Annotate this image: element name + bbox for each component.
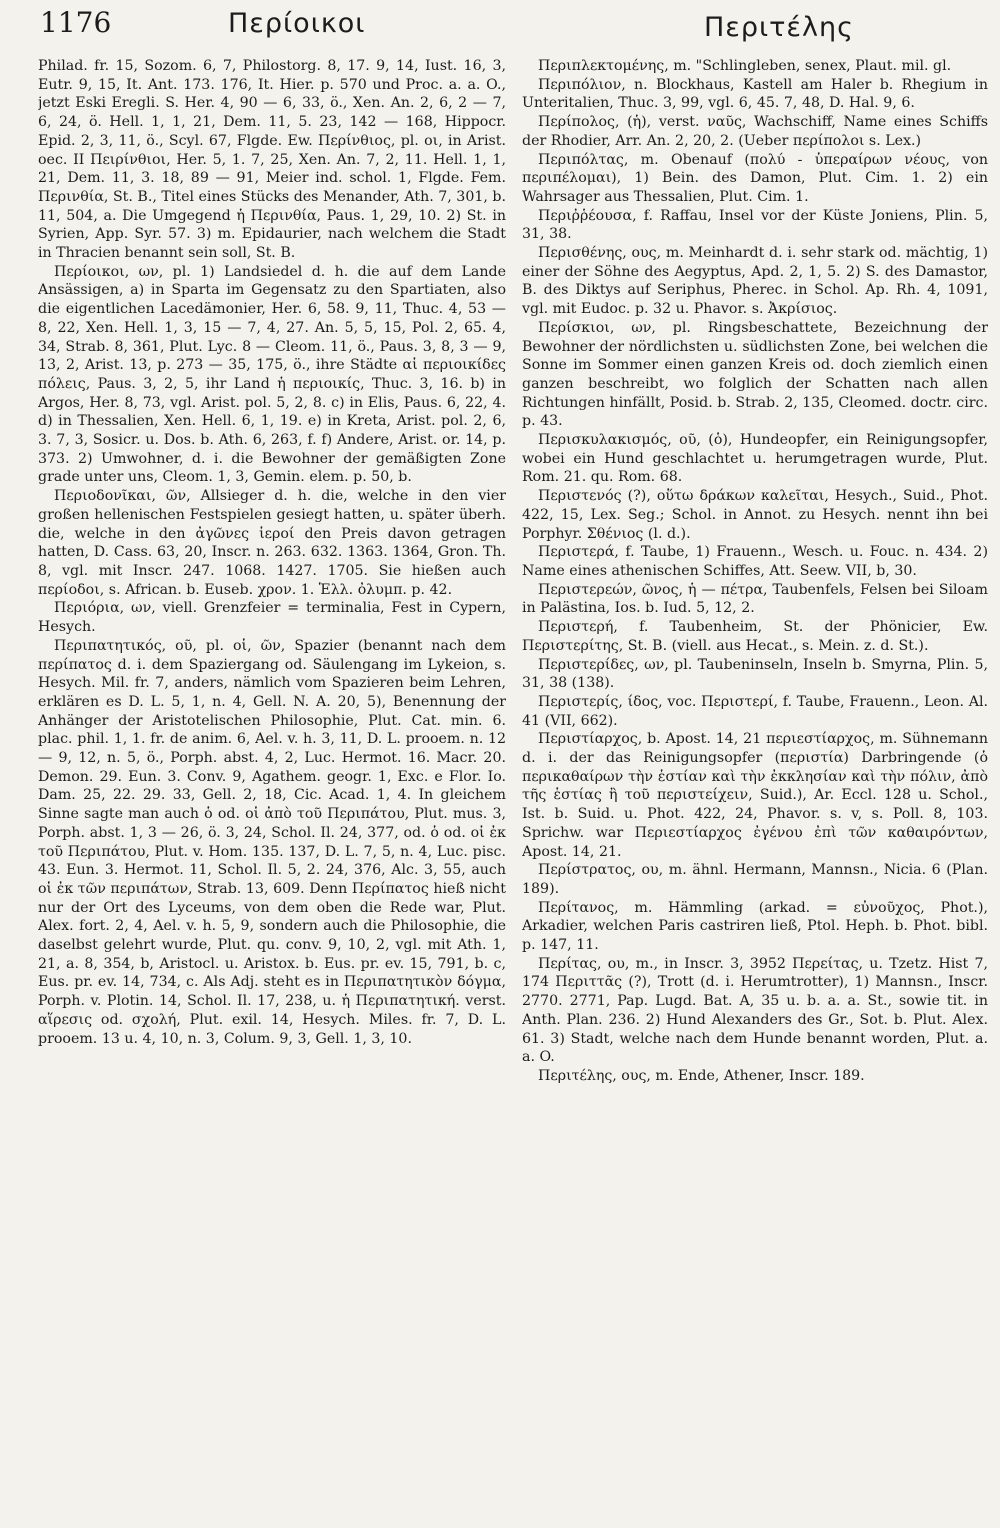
right-column: [522, 57, 988, 1207]
dictionary-entry: [522, 955, 988, 1067]
dictionary-entry: [522, 861, 988, 898]
dictionary-entry: [522, 431, 988, 487]
dictionary-entry: [522, 618, 988, 655]
entry-text: Περιστίαρχος, b. Apost. 14, 21 περιεστίαρχος, m. Sühnemann d. i. der das Reinigungsopfer (περιστία) Darbringende (ὁ περικαθαίρων τὴν ἑστίαν καὶ τὴν ἐκκλησίαν καὶ τὴν πόλιν, ἀπὸ τῆς ἑστίας ἢ τοῦ περιστείχειν, Suid.), Ar. Eccl. 128 u. Schol., Ist. b. Suid. u. Phot. 422, 24, Phavor. s. v, s. Poll. 8, 103. Sprichw. war Περιεστίαρχος ἐγένου ἐπὶ τῶν καθαιρόντων, Apost. 14, 21.: [522, 731, 988, 860]
dictionary-entry: [522, 656, 988, 693]
left-guideword: Περίοικοι: [228, 8, 366, 39]
entry-text: Περιστενός (?), οὕτω δράκων καλεῖται, Hesych., Suid., Phot. 422, 15, Lex. Seg.; Schol. in Annot. zu Hesych. nennt ihn bei Porphyr. Σθένιος (l. d.).: [522, 488, 988, 542]
entry-text: Περιστερά, f. Taube, 1) Frauenn., Wesch. u. Fouc. n. 434. 2) Name eines athenischen Schiffes, Att. Seew. VII, b, 30.: [522, 544, 988, 579]
page-number: 1176: [40, 6, 112, 39]
dictionary-entry: [522, 57, 988, 76]
entry-text: Περιπόλιον, n. Blockhaus, Kastell am Haler b. Rhegium in Unteritalien, Thuc. 3, 99, vgl. 6, 45. 7, 48, D. Hal. 9, 6.: [522, 76, 988, 112]
entry-text: Περιοδονῖκαι, ῶν, Allsieger d. h. die, welche in den vier großen hellenischen Festspielen gesiegt hatten, u. später überh. die, welche in den ἀγῶνες ἱεροί den Preis davon getragen hatten, D. Cass. 63, 20, Inscr. n. 263. 632. 1363. 1364, Gron. Th. 8, vgl. mit Inscr. 247. 1068. 1427. 1705. Sie hießen auch περίοδοι, s. African. b. Euseb. χρον. 1. Ἑλλ. ὀλυμπ. p. 42.: [38, 488, 506, 598]
dictionary-entry: [522, 1067, 988, 1086]
dictionary-entry: [522, 730, 988, 861]
entry-text: Περίοικοι, ων, pl. 1) Landsiedel d. h. die auf dem Lande Ansässigen, a) in Sparta im Gegensatz zu den Spartiaten, also die eigentlichen Lacedämonier, Her. 6, 58. 9, 11, Thuc. 4, 53 — 8, 22, Xen. Hell. 1, 3, 15 — 7, 4, 27. An. 5, 5, 15, Pol. 2, 65. 4, 34, Strab. 8, 361, Plut. Lyc. 8 — Cleom. 11, ö., Paus. 3, 8, 3 — 9, 13, 2, Arist. 13, p. 273 — 35, 175, ö., ihre Städte αἱ περιοικίδες πόλεις, Paus. 3, 2, 5, ihr Land ἡ περιοικίς, Thuc. 3, 16. b) in Argos, Her. 8, 73, vgl. Arist. pol. 5, 2, 8. c) in Elis, Paus. 6, 22, 4. d) in Thessalien, Xen. Hell. 6, 1, 19. e) in Kreta, Arist. pol. 2, 6, 3. 7, 3, Sosicr. u. Dos. b. Ath. 6, 263, f. f) Andere, Arist. or. 14, p. 373. 2) Umwohner, d. i. die Bewohner der gemäßigten Zone grade unter uns, Cleom. 1, 3, Gemin. elem. p. 50, b.: [38, 263, 506, 486]
entry-text: Περιστερίδες, ων, pl. Taubeninseln, Inseln b. Smyrna, Plin. 5, 31, 38 (138).: [522, 656, 988, 692]
dictionary-entry: [522, 319, 988, 431]
entry-text: Περίσκιοι, ων, pl. Ringsbeschattete, Bezeichnung der Bewohner der nördlichsten u. südlichsten Zone, bei welchen die Sonne im Sommer einen ganzen Kreis od. doch ziemlich einen ganzen beschreibt, wo folglich der Schatten nach allen Richtungen hinfällt, Posid. b. Strab. 2, 135, Cleomed. doctr. circ. p. 43.: [522, 319, 988, 430]
dictionary-entry: [522, 487, 988, 543]
dictionary-entry: [522, 581, 988, 618]
dictionary-entry: [522, 207, 988, 244]
dictionary-entry: [522, 113, 988, 150]
dictionary-entry-continuation: [38, 57, 506, 263]
right-guideword: Περιτέλης: [704, 12, 854, 43]
entry-text: Περιτέλης, ους, m. Ende, Athener, Inscr. 189.: [538, 1067, 865, 1084]
entry-text: Περιστερή, f. Taubenheim, St. der Phönicier, Ew. Περιστερίτης, St. B. (viell. aus Hecat., s. Mein. z. d. St.).: [522, 619, 988, 654]
entry-text: Περιῤῥέουσα, f. Raffau, Insel vor der Küste Joniens, Plin. 5, 31, 38.: [522, 207, 988, 243]
dictionary-entry: [522, 151, 988, 207]
dictionary-entry: [522, 76, 988, 113]
entry-text: Περιπλεκτομένης, m. "Schlingleben, senex, Plaut. mil. gl.: [538, 58, 952, 74]
dictionary-entry: [38, 487, 506, 599]
entry-text: Περιπατητικός, οῦ, pl. οἱ, ῶν, Spazier (benannt nach dem περίπατος d. i. dem Spaziergang od. Säulengang im Lykeion, s. Hesych. Mil. fr. 7, anders, nämlich vom Spazieren beim Lehren, erklären es D. L. 5, 1, n. 4, Gell. N. A. 20, 5), Benennung der Anhänger der Aristotelischen Philosophie, Plut. Cat. min. 6. plac. phil. 1, 1. fr. de anim. 6, Ael. v. h. 3, 11, D. L. prooem. n. 12 — 9, 12, n. 5, ö., Porph. abst. 4, 2, Luc. Hermot. 16. Macr. 20. Demon. 29. Eun. 3. Conv. 9, Agathem. geogr. 1, Exc. e Flor. Io. Dam. 25, 22. 29. 33, Gell. 2, 18, Cic. Acad. 1, 4. In gleichem Sinne sagte man auch ὁ od. οἱ ἀπὸ τοῦ Περιπάτου, Plut. mus. 3, Porph. abst. 1, 3 — 26, ö. 3, 24, Schol. Il. 24, 377, od. ὁ od. οἱ ἐκ τοῦ Περιπάτου, Plut. v. Hom. 135. 137, D. L. 7, 5, n. 4, Luc. pisc. 43. Eun. 3. Hermot. 11, Schol. Il. 5, 2. 24, 376, Alc. 3, 55, auch οἱ ἐκ τῶν περιπάτων, Strab. 13, 609. Denn Περίπατος hieß nicht nur der Ort des Lyceums, von dem oben die Rede war, Plut. Alex. fort. 2, 4, Ael. v. h. 5, 9, sondern auch die Philosophie, die daselbst gelehrt wurde, Plut. qu. conv. 9, 10, 2, vgl. mit Ath. 1, 21, a. 8, 354, b, Aristocl. u. Aristox. b. Eus. pr. ev. 15, 791, b. c, Eus. pr. ev. 14, 734, c. Als Adj. steht es in Περιπατητικὸν δόγμα, Porph. v. Plotin. 14, Schol. Il. 17, 238, u. ἡ Περιπατητική. verst. αἵρεσις od. σχολή, Plut. exil. 14, Hesych. Miles. fr. 7, D. L. prooem. 13 u. 4, 10, n. 3, Colum. 9, 3, Gell. 1, 3, 10.: [38, 637, 506, 1047]
entry-text: Περιόρια, ων, viell. Grenzfeier = terminalia, Fest in Cypern, Hesych.: [38, 600, 506, 636]
left-column: [38, 57, 506, 1497]
entry-text: Περιστερεών, ῶνος, ἡ — πέτρα, Taubenfels, Felsen bei Siloam in Palästina, Ios. b. Iud. 5, 12, 2.: [522, 581, 988, 617]
entry-text: Περίστρατος, ου, m. ähnl. Hermann, Mannsn., Nicia. 6 (Plan. 189).: [522, 862, 988, 897]
entry-text: Περισκυλακισμός, οῦ, (ὁ), Hundeopfer, ein Reinigungsopfer, wobei ein Hund geschlachtet u. herumgetragen wurde, Plut. Rom. 21. qu. Rom. 68.: [522, 432, 988, 486]
entry-text: Περιπόλτας, m. Obenauf (πολύ - ὑπεραίρων νέους, von περιπέλομαι), 1) Bein. des Damon, Plut. Cim. 1. 2) ein Wahrsager aus Thessalien, Plut. Cim. 1.: [522, 151, 988, 205]
entry-text: Περίπολος, (ἡ), verst. ναῦς, Wachschiff, Name eines Schiffs der Rhodier, Arr. An. 2, 20, 2. (Ueber περίπολοι s. Lex.): [522, 114, 988, 149]
dictionary-entry: [522, 899, 988, 955]
dictionary-entry: [522, 693, 988, 730]
entry-text: Philad. fr. 15, Sozom. 6, 7, Philostorg. 8, 17. 9, 14, Iust. 16, 3, Eutr. 9, 15, It. Ant. 173. 176, It. Hier. p. 570 und Proc. a. a. O., jetzt Eski Eregli. S. Her. 4, 90 — 6, 33, ö., Xen. An. 2, 6, 2 — 7, 6, 24, ö. Hell. 1, 1, 21, Dem. 11, 5. 23, 142 — 168, Hippocr. Epid. 2, 3, 11, ö., Scyl. 67, Flgde. Ew. Περίνθιος, pl. οι, in Arist. oec. II Πειρίνθιοι, Her. 5, 1. 7, 25, Xen. An. 7, 2, 11. Hell. 1, 1, 21, Dem. 11, 3. 18, 89 — 91, Meier ind. schol. 1, Flgde. Fem. Περινθία, St. B., Titel eines Stücks des Menander, Ath. 7, 301, b. 11, 504, a. Die Umgegend ἡ Περινθία, Paus. 1, 29, 10. 2) St. in Syrien, App. Syr. 57. 3) m. Epidaurier, nach welchem die Stadt in Thracien benannt sein soll, St. B.: [38, 58, 506, 262]
dictionary-entry: [38, 599, 506, 636]
entry-text: Περιστερίς, ίδος, voc. Περιστερί, f. Taube, Frauenn., Leon. Al. 41 (VII, 662).: [522, 693, 988, 729]
entry-text: Περισθένης, ους, m. Meinhardt d. i. sehr stark od. mächtig, 1) einer der Söhne des Aegyptus, Apd. 2, 1, 5. 2) S. des Damastor, B. des Diktys auf Seriphus, Pherec. in Schol. Ap. Rh. 4, 1091, vgl. mit Eudoc. p. 32 u. Phavor. s. Ἀκρίσιος.: [522, 245, 988, 318]
dictionary-entry: [38, 263, 506, 487]
dictionary-entry: [522, 244, 988, 319]
entry-text: Περίτας, ου, m., in Inscr. 3, 3952 Περείτας, u. Tzetz. Hist 7, 174 Περιττᾶς (?), Trott (d. i. Herumtrotter), 1) Mannsn., Inscr. 2770. 2771, Pap. Lugd. Bat. A, 35 u. b. a. a. St., sowie tit. in Anth. Plan. 236. 2) Hund Alexanders des Gr., Sot. b. Plut. Alex. 61. 3) Stadt, welche nach dem Hunde benannt worden, Plut. a. a. O.: [522, 955, 988, 1066]
dictionary-entry: [38, 637, 506, 1048]
entry-text: Περίτανος, m. Hämmling (arkad. = εὐνοῦχος, Phot.), Arkadier, welchen Paris castriren ließ, Ptol. Heph. b. Phot. bibl. p. 147, 11.: [522, 899, 988, 954]
dictionary-entry: [522, 543, 988, 580]
